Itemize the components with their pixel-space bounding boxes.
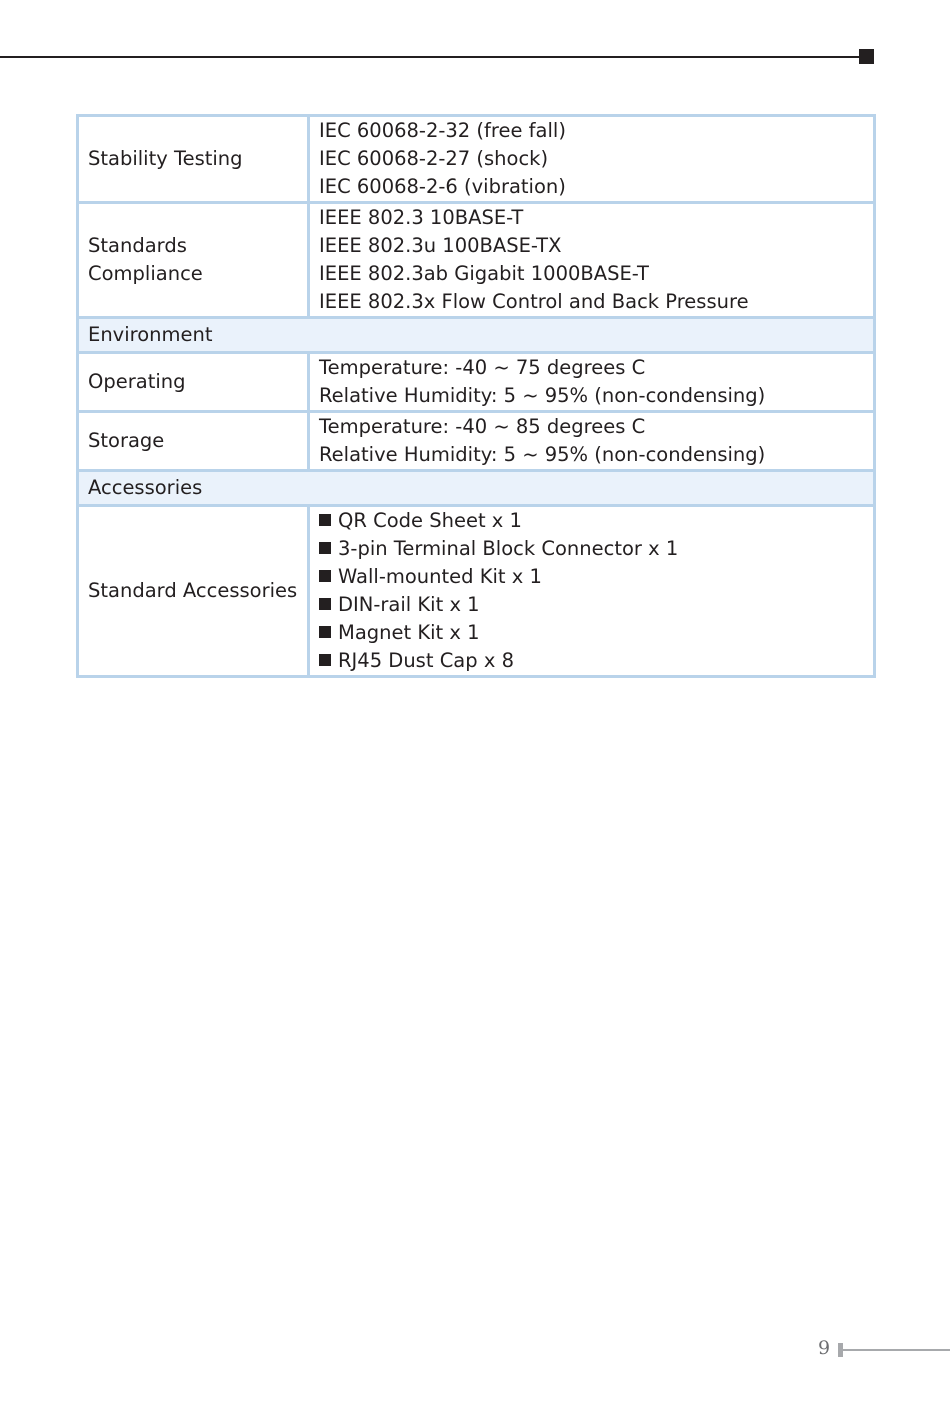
row-label: Standard Accessories xyxy=(78,506,309,677)
value-line: IEC 60068-2-6 (vibration) xyxy=(319,175,566,198)
value-line: Relative Humidity: 5 ~ 95% (non-condensing) xyxy=(319,443,766,466)
value-line: IEEE 802.3u 100BASE-TX xyxy=(319,234,562,257)
bullet-item xyxy=(319,507,864,535)
bullet-item xyxy=(319,535,864,563)
value-line: IEC 60068-2-32 (free fall) xyxy=(319,119,566,142)
header-square-mark xyxy=(859,49,874,64)
value-line: IEC 60068-2-27 (shock) xyxy=(319,147,549,170)
row-label xyxy=(78,203,309,318)
value-line: IEEE 802.3x Flow Control and Back Pressure xyxy=(319,290,749,313)
row-label: Operating xyxy=(78,353,309,412)
row-label: Stability Testing xyxy=(78,116,309,203)
header-rule xyxy=(0,56,862,58)
value-line: Temperature: -40 ~ 85 degrees C xyxy=(319,415,646,438)
bullet-text: RJ45 Dust Cap x 8 xyxy=(338,649,514,672)
row-value xyxy=(309,412,875,471)
bullet-text: QR Code Sheet x 1 xyxy=(338,509,522,532)
label-line: Compliance xyxy=(88,262,203,285)
section-row-environment xyxy=(78,318,875,353)
bullet-item xyxy=(319,619,864,647)
bullet-text: Magnet Kit x 1 xyxy=(338,621,480,644)
square-bullet-icon xyxy=(319,654,331,666)
square-bullet-icon xyxy=(319,598,331,610)
square-bullet-icon xyxy=(319,570,331,582)
spec-row-standards-compliance xyxy=(78,203,875,318)
spec-row-stability-testing xyxy=(78,116,875,203)
row-value xyxy=(309,506,875,677)
bullet-text: DIN-rail Kit x 1 xyxy=(338,593,480,616)
value-line: Temperature: -40 ~ 75 degrees C xyxy=(319,356,646,379)
square-bullet-icon xyxy=(319,626,331,638)
page-number: 9 xyxy=(818,1337,831,1359)
square-bullet-icon xyxy=(319,542,331,554)
row-value xyxy=(309,116,875,203)
bullet-text: Wall-mounted Kit x 1 xyxy=(338,565,542,588)
label-line: Standards xyxy=(88,234,187,257)
spec-row-operating xyxy=(78,353,875,412)
value-line: IEEE 802.3 10BASE-T xyxy=(319,206,524,229)
row-label: Storage xyxy=(78,412,309,471)
bullet-item xyxy=(319,591,864,619)
value-line: Relative Humidity: 5 ~ 95% (non-condensing) xyxy=(319,384,766,407)
footer-rule xyxy=(843,1349,950,1351)
value-line: IEEE 802.3ab Gigabit 1000BASE-T xyxy=(319,262,649,285)
section-row-accessories xyxy=(78,471,875,506)
section-title: Environment xyxy=(78,318,875,353)
bullet-item xyxy=(319,647,864,675)
square-bullet-icon xyxy=(319,514,331,526)
row-value xyxy=(309,203,875,318)
row-value xyxy=(309,353,875,412)
section-title: Accessories xyxy=(78,471,875,506)
spec-row-standard-accessories xyxy=(78,506,875,677)
bullet-text: 3-pin Terminal Block Connector x 1 xyxy=(338,537,679,560)
spec-table xyxy=(76,114,876,678)
bullet-item xyxy=(319,563,864,591)
spec-row-storage xyxy=(78,412,875,471)
